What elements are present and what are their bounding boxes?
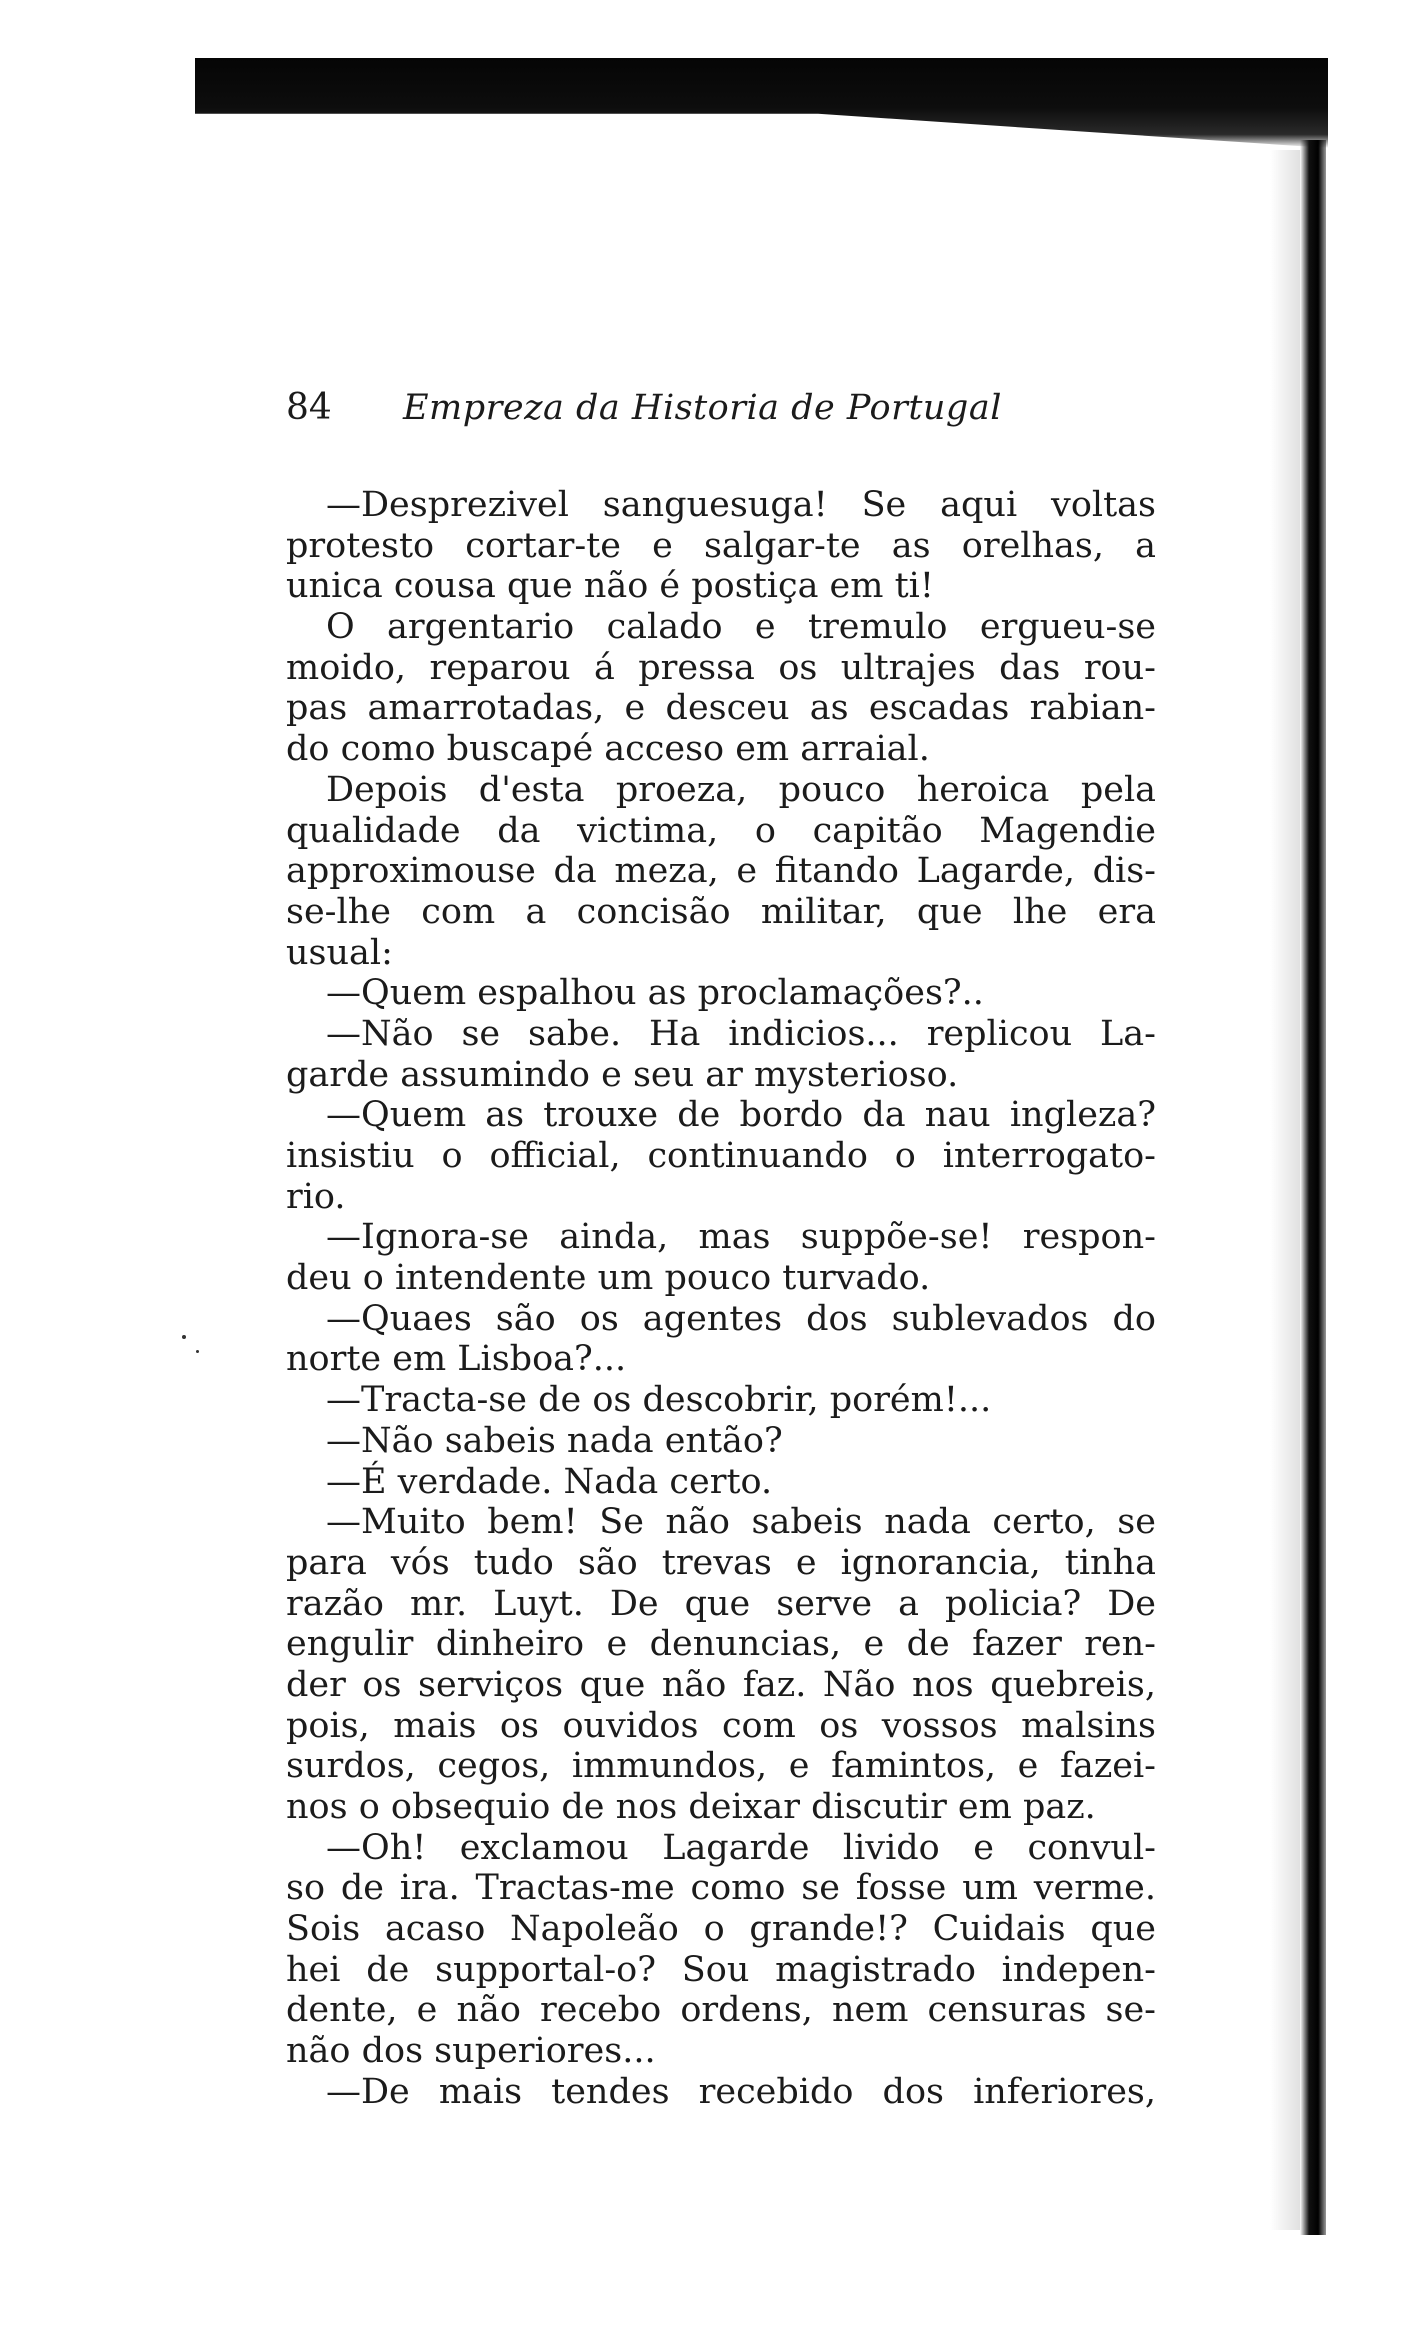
text-line: O argentario calado e tremulo ergueu-se	[326, 607, 1156, 648]
text-line: nos o obsequio de nos deixar discutir em paz.	[286, 1787, 1096, 1827]
text-line: —Quem espalhou as proclamações?..	[326, 973, 984, 1014]
text-line: insistiu o official, continuando o interrogato-	[286, 1136, 1156, 1176]
text-line: —Oh! exclamou Lagarde livido e convul-	[326, 1827, 1156, 1868]
text-line: approximouse da meza, e fitando Lagarde, dis-	[286, 851, 1156, 892]
text-line: para vós tudo são trevas e ignorancia, tinha	[286, 1542, 1156, 1583]
running-head: Empreza da Historia de Portugal	[403, 388, 1002, 428]
text-line: —Ignora-se ainda, mas suppõe-se! respon-	[326, 1217, 1156, 1258]
text-line: dente, e não recebo ordens, nem censuras se-	[286, 1990, 1156, 2031]
text-line: usual:	[286, 932, 393, 973]
text-line: Sois acaso Napoleão o grande!? Cuidais que	[286, 1909, 1156, 1950]
body-text	[286, 485, 1156, 2113]
text-line: hei de supportal-o? Sou magistrado indepen-	[286, 1949, 1156, 1990]
text-line: engulir dinheiro e denuncias, e de fazer ren-	[286, 1624, 1156, 1665]
scan-top-border	[195, 58, 1328, 148]
page-number: 84	[286, 387, 332, 428]
text-line: norte em Lisboa?...	[286, 1339, 627, 1380]
text-line: —Quem as trouxe de bordo da nau ingleza?	[326, 1095, 1156, 1136]
text-line: moido, reparou á pressa os ultrajes das rou-	[286, 647, 1156, 688]
page-header	[286, 383, 1026, 433]
text-line: —Não sabeis nada então?	[326, 1420, 783, 1461]
text-line: —De mais tendes recebido dos inferiores,	[326, 2071, 1156, 2112]
text-line: der os serviços que não faz. Não nos quebreis,	[286, 1664, 1156, 1705]
text-line: unica cousa que não é postiça em ti!	[286, 566, 934, 607]
text-line: —Desprezivel sanguesuga! Se aqui voltas	[326, 485, 1156, 525]
text-line: —Quaes são os agentes dos sublevados do	[326, 1298, 1156, 1339]
text-line: deu o intendente um pouco turvado.	[286, 1258, 931, 1299]
text-line: —Muito bem! Se não sabeis nada certo, se	[326, 1502, 1156, 1543]
text-line: surdos, cegos, immundos, e famintos, e fazei-	[286, 1746, 1156, 1787]
text-line: pas amarrotadas, e desceu as escadas rabian-	[286, 688, 1156, 729]
scan-right-border	[1300, 140, 1326, 2235]
text-line: Depois d'esta proeza, pouco heroica pela	[326, 769, 1156, 810]
text-line: pois, mais os ouvidos com os vossos malsins	[286, 1705, 1156, 1746]
text-line: —É verdade. Nada certo.	[326, 1461, 773, 1502]
text-line: do como buscapé acceso em arraial.	[286, 729, 930, 770]
scan-edge-shadow	[1270, 150, 1300, 2230]
text-line: não dos superiores...	[286, 2031, 656, 2072]
scan-speck	[196, 1350, 199, 1353]
text-line: rio.	[286, 1176, 346, 1217]
text-line: razão mr. Luyt. De que serve a policia? De	[286, 1583, 1156, 1624]
text-line: —Tracta-se de os descobrir, porém!...	[326, 1380, 992, 1421]
text-line: garde assumindo e seu ar mysterioso.	[286, 1054, 959, 1095]
text-line: qualidade da victima, o capitão Magendie	[286, 810, 1156, 851]
scan-speck	[182, 1335, 186, 1339]
text-line: protesto cortar-te e salgar-te as orelhas, a	[286, 525, 1156, 566]
text-line: —Não se sabe. Ha indicios... replicou La-	[326, 1013, 1156, 1054]
text-line: se-lhe com a concisão militar, que lhe era	[286, 891, 1156, 932]
text-line: so de ira. Tractas-me como se fosse um verme.	[286, 1868, 1156, 1909]
